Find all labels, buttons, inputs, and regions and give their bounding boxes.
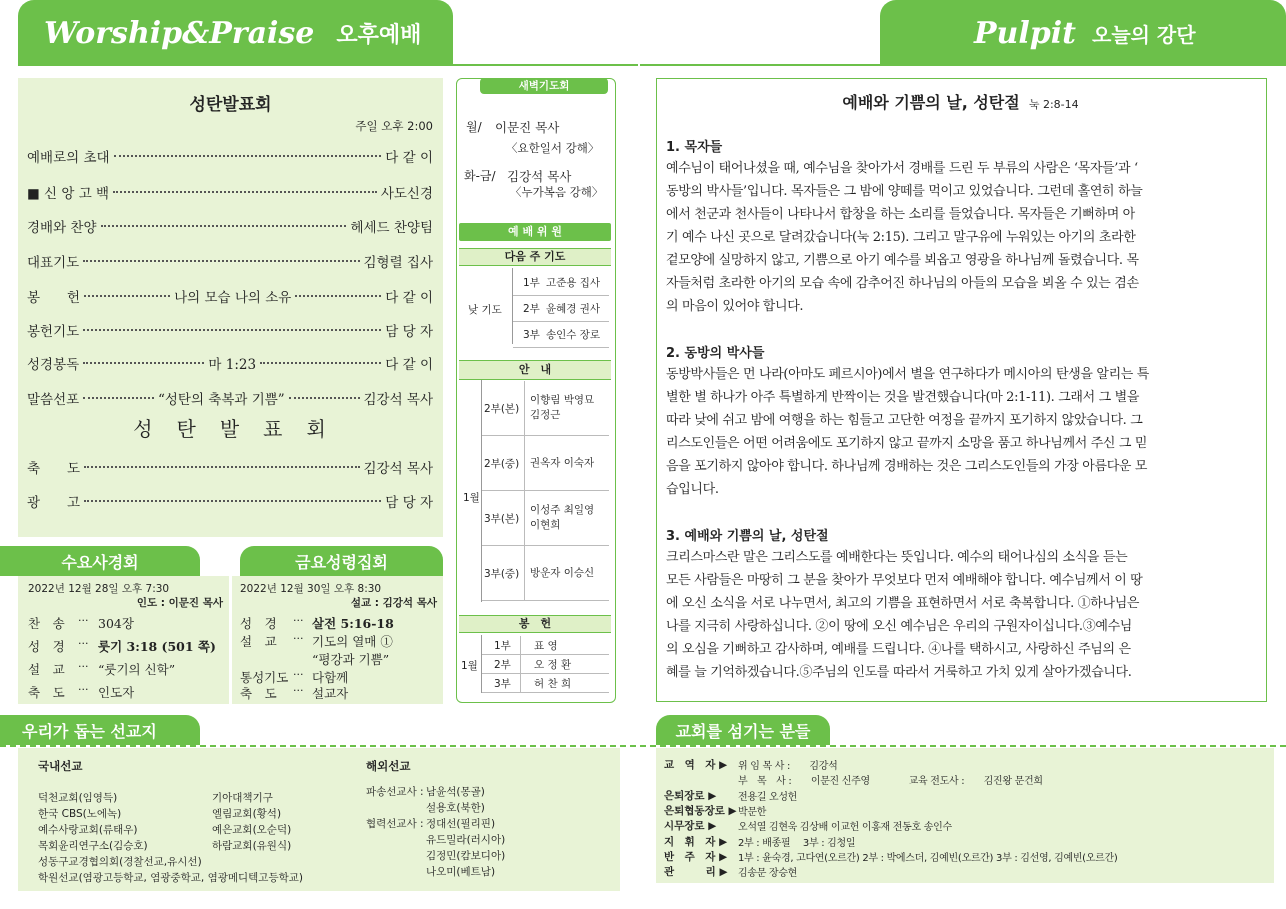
- friday-date: 2022년 12월 30일 오후 8:30: [240, 583, 382, 595]
- servants-tab: [656, 715, 830, 745]
- guide-names: [530, 503, 594, 533]
- leader-dots: [84, 466, 359, 468]
- prayer-part: 2부: [523, 303, 540, 315]
- wednesday-row-sep: ···: [78, 614, 89, 627]
- dawn-book-2: 〈누가복음 강해〉: [510, 185, 604, 199]
- missions-title: 우리가 돕는 선교지: [22, 721, 157, 741]
- leader-dots: [289, 397, 360, 399]
- program-row-detail: “성탄의 축복과 기쁨”: [157, 392, 285, 408]
- program-title: 성탄발표회: [189, 95, 272, 115]
- guide-row: [482, 381, 609, 436]
- servant-role: 은퇴장로 ▶: [664, 789, 717, 802]
- sermon-line: 동방박사들은 먼 나라(아마도 페르시아)에서 별을 연구하다가 메시아의 탄생을 알리는 특: [666, 367, 1149, 382]
- offering-part: 3부: [494, 678, 511, 690]
- leader-dots: [84, 500, 381, 502]
- prayer-name: 윤혜경 권사: [546, 303, 601, 315]
- domestic-mission: 성동구교경협의회(경찰선교,유시선): [38, 856, 202, 868]
- sermon-line: 혜를 늘 기억하겠습니다.⑤주님의 인도를 따라서 거룩하고 가치 있게 살아가겠습니다.: [666, 665, 1132, 680]
- sermon-section: [666, 527, 1258, 684]
- wednesday-row-sep: ···: [78, 683, 89, 696]
- servant-role: 교 역 자 ▶: [664, 759, 728, 771]
- program-row: [27, 353, 433, 373]
- guide-part: 2부(본): [484, 403, 520, 415]
- program-row-label: 대표기도: [27, 255, 80, 271]
- offering-row: [482, 674, 609, 693]
- friday-row-sep: ···: [293, 614, 304, 627]
- offering-row: [482, 636, 609, 655]
- dawn-name-2: 김강석 목사: [507, 169, 572, 184]
- guide-names: [530, 566, 594, 581]
- header-left-line: [18, 64, 638, 66]
- dawn-day-1: 월/: [466, 120, 482, 134]
- guide-row: [482, 436, 609, 491]
- program-row-label: ■ 신 앙 고 백: [27, 186, 110, 202]
- program-row-value: 김형렬 집사: [363, 255, 433, 271]
- dawn-book-1: 〈요한일서 강해〉: [506, 141, 600, 155]
- prayer-part: 3부: [523, 329, 540, 341]
- sermon-line: 리스도인들은 어떤 어려움에도 포기하지 않고 끝까지 소망을 품고 하나님께서 주신 그 믿: [666, 436, 1148, 451]
- friday-row-value: 설교자: [312, 686, 349, 701]
- program-row: [27, 320, 433, 340]
- dawn-name-1: 이문진 목사: [495, 120, 560, 135]
- wednesday-row-value: 룻기 3:18 (501 쪽): [98, 639, 216, 654]
- servant-names: 김송문 장승현: [738, 868, 798, 880]
- friday-title: 금요성령집회: [295, 552, 388, 572]
- program-row-value: 담 당 자: [385, 495, 433, 511]
- program-row-label: 성경봉독: [27, 357, 80, 373]
- sermon-line: 동방의 박사들’입니다. 목자들은 그 밤에 양떼를 먹이고 있었습니다. 그런데 홀연히 하늘: [666, 184, 1143, 199]
- domestic-title: 국내선교: [38, 759, 83, 773]
- guide-divider: [524, 381, 525, 435]
- sermon-line: 자들처럼 초라한 아기의 모습 속에 감추어진 하나님의 아들의 모습을 뵈올 수 있는 겸손: [666, 276, 1139, 291]
- prayer-name: 고준용 집사: [546, 277, 601, 289]
- program-row-label: 광 고: [27, 495, 81, 511]
- friday-row-key: 성 경: [240, 616, 277, 631]
- leader-dots: [83, 397, 154, 399]
- wednesday-row-key: 성 경: [28, 639, 65, 654]
- program-row-value: 사도신경: [380, 186, 433, 202]
- offering-title: 봉 헌: [459, 615, 611, 633]
- header-left-tab: [18, 0, 453, 66]
- sermon-ref: 눅 2:8-14: [1028, 98, 1079, 111]
- domestic-mission: 하람교회(유원식): [212, 840, 292, 852]
- sermon-section-heading: 1. 목자들: [666, 140, 723, 155]
- guide-row: [482, 491, 609, 546]
- program-row-value: 김강석 목사: [363, 392, 434, 408]
- sermon-line: 나를 지극히 사랑하십니다. ②이 땅에 오신 예수님은 우리의 구원자이십니다.③예수님: [666, 619, 1132, 634]
- sermon-line: 예수님이 태어나셨을 때, 예수님을 찾아가서 경배를 드린 두 부류의 사람은 ‘목자들’과 ‘: [666, 161, 1138, 176]
- bottom-divider: [0, 745, 1286, 747]
- friday-row-value: 기도의 열매 ①: [312, 634, 393, 649]
- wednesday-row-key: 설 교: [28, 662, 65, 677]
- program-row-label: 예배로의 초대: [27, 150, 110, 166]
- program-row-detail: 마 1:23: [208, 357, 257, 373]
- guide-part: 3부(본): [484, 513, 520, 525]
- program-row-value: 다 같 이: [385, 290, 434, 306]
- missions-tab: [0, 715, 200, 745]
- friday-leader: 설교 : 김강석 목사: [350, 597, 437, 609]
- sermon-line: 음을 포기하지 않아야 합니다. 하나님께 경배하는 것은 그리스도인들의 가장 아름다운 모: [666, 459, 1148, 474]
- leader-dots: [84, 295, 170, 297]
- sermon-section-heading: 3. 예배와 기쁨의 날, 성탄절: [666, 529, 829, 544]
- servant-role: 시무장로 ▶: [664, 820, 717, 833]
- servant-names: 오석열 김현욱 김상배 이교헌 이홍재 전동호 송인수: [738, 822, 952, 834]
- prayer-part: 1부: [523, 277, 540, 289]
- guide-name: 이현희: [530, 519, 561, 531]
- domestic-mission: 예은교회(오순덕): [212, 824, 292, 836]
- program-subtitle: 성 탄 발 표 회: [133, 417, 328, 441]
- prayer-name: 송인수 장로: [546, 329, 601, 341]
- committee-title: 예 배 위 원: [459, 223, 611, 241]
- sermon-line: 에서 천군과 천사들이 나타나서 합창을 하는 소리를 들었습니다. 목자들은 기뻐하며 아: [666, 207, 1135, 222]
- program-row: [27, 491, 433, 511]
- sermon-line: 모든 사람들은 마땅히 그 분을 찾아가 무엇보다 먼저 예배해야 합니다. 예수님께서 이 땅: [666, 573, 1143, 588]
- program-row-label: 봉 헌: [27, 290, 81, 306]
- offering-divider: [520, 674, 521, 692]
- friday-row-key: 설 교: [240, 634, 277, 649]
- guide-name: 방운자 이승신: [530, 567, 595, 579]
- wednesday-title: 수요사경회: [61, 552, 139, 572]
- guide-title: 안 내: [459, 360, 611, 380]
- program-row-label: 축 도: [27, 461, 81, 477]
- guide-names: [530, 393, 594, 423]
- guide-name: 이성주 최일영: [530, 504, 595, 516]
- servant-names: 2부 : 배종필 3부 : 김청일: [738, 837, 856, 849]
- prayer-row: [513, 270, 609, 296]
- domestic-mission: 엘림교회(황석): [212, 808, 282, 820]
- wednesday-row-value: 인도자: [98, 685, 135, 700]
- sermon-line: 에 오신 소식을 서로 나누면서, 최고의 기쁨을 표현하면서 서로 축복합니다. ①하나님은: [666, 596, 1140, 611]
- leader-dots: [113, 191, 377, 193]
- overseas-missionary: 김정민(캄보디아): [426, 850, 506, 862]
- servant-role: 관 리 ▶: [664, 866, 728, 879]
- sermon-line: 습입니다.: [666, 482, 719, 497]
- overseas-missionary: 설용호(북한): [426, 802, 485, 814]
- program-row: [27, 182, 433, 202]
- domestic-mission: 기아대책기구: [212, 792, 273, 804]
- overseas-missionary: 정대선(필리핀): [426, 818, 496, 830]
- sermon-heading: [656, 90, 1265, 113]
- overseas-missionary: 나오미(베트남): [426, 866, 496, 878]
- guide-names: [530, 456, 594, 471]
- wednesday-row-key: 찬 송: [28, 616, 65, 631]
- todays-pulpit-title: 오늘의 강단: [1092, 22, 1196, 47]
- overseas-coop-label: 협력선교사 :: [366, 818, 424, 830]
- guide-name: 권옥자 이숙자: [530, 457, 595, 469]
- program-row-label: 봉헌기도: [27, 324, 80, 340]
- offering-row: [482, 655, 609, 674]
- offering-name: 표 영: [534, 640, 558, 652]
- friday-row-sep: ···: [293, 632, 304, 645]
- offering-name: 오 정 환: [534, 659, 572, 671]
- program-row-value: 다 같 이: [385, 150, 433, 166]
- offering-name: 허 찬 희: [534, 678, 572, 690]
- header-right-line: [640, 64, 1286, 66]
- domestic-mission: 학원선교(염광고등학교, 염광중학교, 염광메디텍고등학교): [38, 872, 303, 884]
- friday-row-key: 축 도: [240, 686, 277, 701]
- sermon-line: 의 오심을 기뻐하고 감사하며, 예배를 드립니다. ④나를 택하시고, 사랑하신 주님의 은: [666, 642, 1131, 657]
- afternoon-service-title: 오후예배: [336, 22, 422, 48]
- servant-names: 1부 : 윤숙경, 고다연(오르간) 2부 : 박에스더, 김예빈(오르간) 3부 : 김선영, 김예빈(오르간): [738, 852, 1118, 864]
- guide-divider: [524, 546, 525, 600]
- servant-names: 위 임 목 사 : 김강석: [738, 761, 838, 772]
- guide-name: 이향림 박영묘: [530, 394, 595, 406]
- friday-row-key: 통성기도: [240, 670, 289, 685]
- wednesday-row-value: “룻기의 신학”: [98, 662, 176, 677]
- overseas-sent-label: 파송선교사 :: [366, 786, 424, 798]
- offering-part: 1부: [494, 640, 511, 652]
- program-row: [27, 146, 433, 166]
- guide-part: 3부(중): [484, 568, 520, 580]
- leader-dots: [101, 225, 347, 227]
- friday-row-value: 다함께: [312, 670, 349, 685]
- guide-divider: [524, 491, 525, 545]
- dawn-day-2: 화-금/: [464, 169, 496, 183]
- friday-row-value: 살전 5:16-18: [312, 616, 394, 631]
- sermon-line: 별한 별 하나가 아주 특별하게 반짝이는 것을 발견했습니다(마 2:1-11). 그래서 그 별을: [666, 390, 1140, 405]
- offering-part: 2부: [494, 659, 511, 671]
- domestic-mission: 덕천교회(임영득): [38, 792, 118, 804]
- program-row: [27, 216, 433, 236]
- wednesday-leader: 인도 : 이문진 목사: [136, 597, 223, 609]
- sermon-line: 기 예수 나신 곳으로 달려갔습니다(눅 2:15). 그리고 말구유에 누워있는 아기의 초라한: [666, 230, 1136, 245]
- leader-dots: [114, 155, 382, 157]
- servant-names: 박문한: [738, 806, 767, 818]
- program-row-value: 김강석 목사: [363, 461, 433, 477]
- domestic-mission: 예수사랑교회(류태우): [38, 824, 138, 836]
- friday-row-sep: ···: [293, 668, 304, 681]
- offering-divider: [520, 636, 521, 654]
- friday-tab: [240, 546, 443, 576]
- program-row-detail: 나의 모습 나의 소유: [174, 290, 292, 306]
- sermon-body: [666, 138, 1258, 710]
- domestic-mission: 목회윤리연구소(김승호): [38, 840, 148, 852]
- servant-role: 반 주 자 ▶: [664, 850, 728, 863]
- sermon-section: [666, 138, 1258, 318]
- dawn-title: 새벽기도회: [480, 78, 608, 94]
- servant-names: 전용길 오성헌: [738, 791, 798, 803]
- guide-divider: [524, 436, 525, 490]
- wednesday-date: 2022년 12월 28일 오후 7:30: [28, 583, 170, 595]
- wednesday-row-key: 축 도: [28, 685, 65, 700]
- wednesday-tab: [0, 546, 200, 576]
- program-row-value: 다 같 이: [385, 357, 434, 373]
- leader-dots: [260, 362, 381, 364]
- sermon-line: 따라 낮에 쉬고 밤에 여행을 하는 힘들고 고단한 여정을 끝까지 포기하지 않았습니다. 그: [666, 413, 1143, 428]
- program-row: [27, 388, 433, 408]
- next-prayer-title: 다음 주 기도: [459, 248, 611, 266]
- guide-row: [482, 546, 609, 601]
- guide-name: 김정근: [530, 409, 561, 421]
- wednesday-row-sep: ···: [78, 660, 89, 673]
- leader-dots: [295, 295, 381, 297]
- leader-dots: [83, 260, 359, 262]
- guide-month: 1월: [463, 492, 480, 504]
- guide-part: 2부(중): [484, 458, 520, 470]
- program-row: [27, 251, 433, 271]
- wednesday-row-sep: ···: [78, 637, 89, 650]
- offering-divider: [520, 655, 521, 673]
- program-row-label: 말씀선포: [27, 392, 80, 408]
- header-right-tab: [880, 0, 1286, 66]
- prayer-row: [513, 296, 609, 322]
- sermon-line: 겉모양에 실망하지 않고, 기쁨으로 아기 예수를 뵈옵고 영광을 하나님께 돌렸습니다. 목: [666, 253, 1139, 268]
- servant-role: 지 휘 자 ▶: [664, 835, 728, 848]
- leader-dots: [83, 329, 381, 331]
- sermon-section-heading: 2. 동방의 박사들: [666, 346, 765, 361]
- overseas-missionary: 남윤석(몽골): [426, 786, 485, 798]
- worship-praise-logo: Worship&Praise: [44, 15, 315, 51]
- friday-row-value: “평강과 기쁨”: [312, 652, 390, 667]
- overseas-missionary: 유드밀라(러시아): [426, 834, 506, 846]
- sermon-title: 예배와 기쁨의 날, 성탄절: [842, 93, 1020, 112]
- program-row: [27, 286, 433, 306]
- friday-row-sep: ···: [293, 684, 304, 697]
- leader-dots: [83, 362, 204, 364]
- sermon-section: [666, 344, 1258, 501]
- servant-role: 은퇴협동장로 ▶: [664, 804, 737, 817]
- offering-month: 1월: [461, 660, 478, 672]
- prayer-row: [513, 322, 609, 348]
- program-row: [27, 457, 433, 477]
- sermon-line: 의 마음이 있어야 합니다.: [666, 299, 804, 314]
- sermon-line: 크리스마스란 말은 그리스도를 예배한다는 뜻입니다. 예수의 태어나심의 소식을 듣는: [666, 550, 1128, 565]
- wednesday-row-value: 304장: [98, 616, 134, 631]
- program-time: 주일 오후 2:00: [355, 119, 433, 133]
- domestic-mission: 한국 CBS(노에녹): [38, 808, 122, 820]
- pulpit-logo: Pulpit: [974, 15, 1076, 51]
- program-row-value: 헤세드 찬양팀: [350, 220, 433, 236]
- program-row-label: 경배와 찬양: [27, 220, 97, 236]
- servants-title: 교회를 섬기는 분들: [675, 721, 811, 741]
- servant-names: 부 목 사 : 이문진 신주영 교육 전도사 : 김진왕 문건희: [738, 776, 1043, 788]
- overseas-title: 해외선교: [366, 759, 411, 773]
- program-row-value: 담 당 자: [385, 324, 433, 340]
- noon-prayer-label: 낮 기도: [468, 304, 502, 316]
